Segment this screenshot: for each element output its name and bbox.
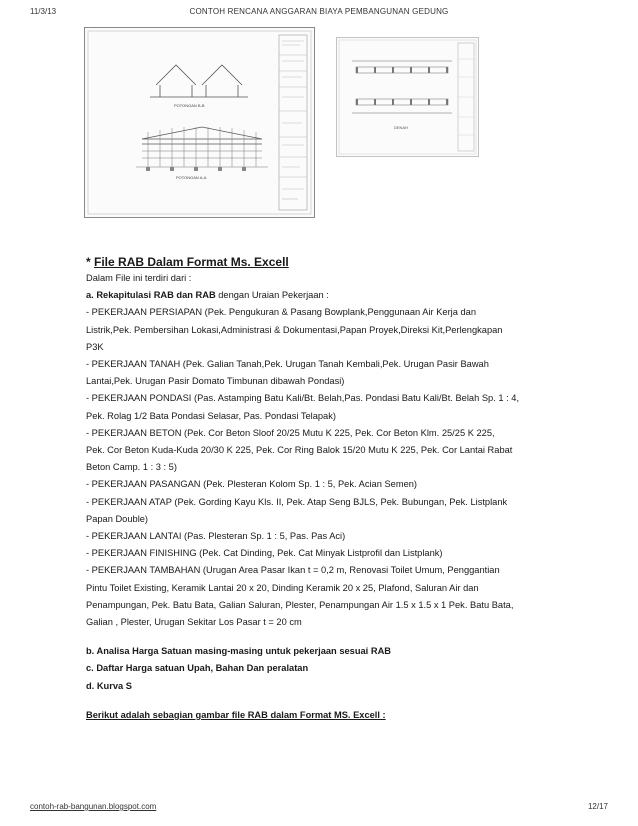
footer-page-number: 12/17 <box>587 802 608 811</box>
closing-text: Berikut adalah sebagian gambar file RAB dalam Format MS. Excell : <box>86 709 386 720</box>
work-item-line: Galian , Plester, Urugan Sekitar Los Pasar t = 20 cm <box>86 617 302 628</box>
section-title: File RAB Dalam Format Ms. Excell <box>94 255 289 269</box>
work-item-line: - PEKERJAAN LANTAI (Pas. Plesteran Sp. 1 : 5, Pas. Pas Aci) <box>86 531 346 542</box>
document-body <box>86 254 564 724</box>
drawing-label-plan: DENAH <box>394 125 409 130</box>
spacer <box>86 695 564 707</box>
work-item-line: Pek. Cor Beton Kuda-Kuda 20/30 K 225, Pek. Cor Ring Balok 15/20 Mutu K 225, Pek. Cor Lantai Rabat <box>86 445 513 456</box>
drawing-label-bottom: POTONGAN A-A <box>176 175 207 180</box>
work-item-line: - PEKERJAAN BETON (Pek. Cor Beton Sloof 20/25 Mutu K 225, Pek. Cor Beton Klm. 25/25 K 225, <box>86 427 495 438</box>
footer-url[interactable]: contoh-rab-bangunan.blogspot.com <box>30 802 157 811</box>
item-a-bold: a. Rekapitulasi RAB dan RAB <box>86 290 216 301</box>
item-d <box>86 678 564 695</box>
item-c <box>86 660 564 677</box>
item-b-text: b. Analisa Harga Satuan masing-masing untuk pekerjaan sesuai RAB <box>86 646 391 657</box>
item-a <box>86 287 564 304</box>
drawing-sections-image <box>84 27 315 218</box>
work-item-line: Beton Camp. 1 : 3 : 5) <box>86 462 177 473</box>
work-item-line: - PEKERJAAN PONDASI (Pas. Astamping Batu Kali/Bt. Belah,Pas. Pondasi Batu Kali/Bt. Belah Sp. 1 : 4, <box>86 393 520 404</box>
work-item-line: - PEKERJAAN PERSIAPAN (Pek. Pengukuran & Pasang Bowplank,Penggunaan Air Kerja dan <box>86 307 476 318</box>
work-item-line: P3K <box>86 341 104 352</box>
work-item-line: - PEKERJAAN FINISHING (Pek. Cat Dinding, Pek. Cat Minyak Listprofil dan Listplank) <box>86 548 443 559</box>
spacer <box>86 631 564 643</box>
intro-text: Dalam File ini terdiri dari : <box>86 273 192 283</box>
work-item-line: Listrik,Pek. Pembersihan Lokasi,Administrasi & Dokumentasi,Papan Proyek,Direksi Kit,Perlengkapan <box>86 324 503 335</box>
work-item-line: - PEKERJAAN TANAH (Pek. Galian Tanah,Pek. Urugan Tanah Kembali,Pek. Urugan Pasir Bawah <box>86 359 489 370</box>
work-item-line: Penampungan, Pek. Batu Bata, Galian Saluran, Plester, Penampungan Air 1.5 x 1.5 x 1 Pek. Batu Bata, <box>86 599 514 610</box>
section-heading <box>86 254 564 270</box>
drawing-plan-image <box>336 37 479 157</box>
item-a-rest: dengan Uraian Pekerjaan : <box>215 290 329 301</box>
drawing-label-top: POTONGAN B-B <box>174 103 205 108</box>
closing-line <box>86 707 564 724</box>
work-item-line: Lantai,Pek. Urugan Pasir Domato Timbunan dibawah Pondasi) <box>86 376 345 387</box>
work-item-line: Pek. Rolag 1/2 Bata Pondasi Selasar, Pas. Pondasi Telapak) <box>86 410 336 421</box>
work-item-line: Pintu Toilet Existing, Keramik Lantai 20 x 20, Dinding Keramik 20 x 25, Plafond, Saluran Air dan <box>86 582 479 593</box>
header-title: CONTOH RENCANA ANGGARAN BIAYA PEMBANGUNAN GEDUNG <box>189 7 449 16</box>
work-item-line: Papan Double) <box>86 513 149 524</box>
work-item-line: - PEKERJAAN TAMBAHAN (Urugan Area Pasar Ikan t = 0,2 m, Renovasi Toilet Umum, Penggantian <box>86 565 500 576</box>
item-c-text: c. Daftar Harga satuan Upah, Bahan Dan peralatan <box>86 663 309 674</box>
item-d-text: d. Kurva S <box>86 680 132 691</box>
work-item-line: - PEKERJAAN PASANGAN (Pek. Plesteran Kolom Sp. 1 : 5, Pek. Acian Semen) <box>86 479 418 490</box>
item-b <box>86 643 564 660</box>
work-item-line: - PEKERJAAN ATAP (Pek. Gording Kayu Kls. II, Pek. Atap Seng BJLS, Pek. Bubungan, Pek. Listplank <box>86 496 508 507</box>
header-date: 11/3/13 <box>30 7 57 16</box>
section-bullet: * <box>86 255 91 269</box>
